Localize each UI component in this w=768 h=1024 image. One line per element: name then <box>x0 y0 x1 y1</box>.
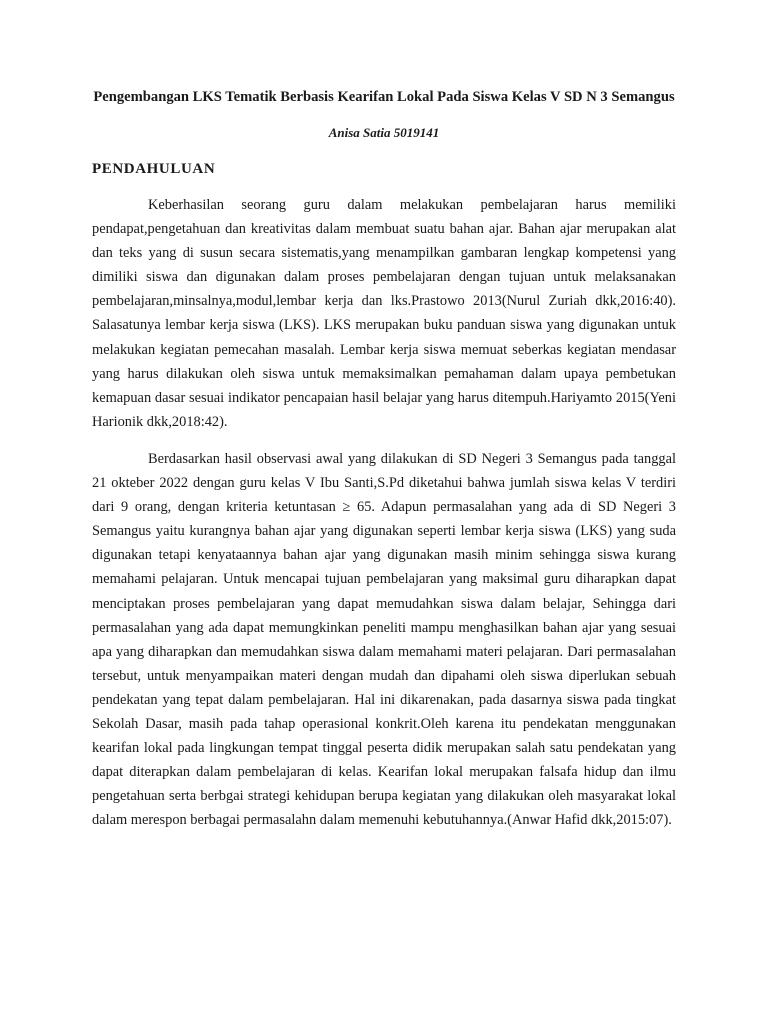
document-body <box>92 84 676 832</box>
paper-title: Pengembangan LKS Tematik Berbasis Kearifan Lokal Pada Siswa Kelas V SD N 3 Semangus <box>93 89 675 105</box>
section-heading: PENDAHULUAN <box>92 161 216 177</box>
author-line: Anisa Satia 5019141 <box>328 125 440 140</box>
paragraph-1: Keberhasilan seorang guru dalam melakukan pembelajaran harus memiliki pendapat,pengetahuan dan kreativitas dalam membuat suatu bahan ajar. Bahan ajar merupakan alat dan teks yang di susun secara sistematis,yang menampilkan gambaran lengkap kompetensi yang dimiliki siswa dan digunakan dalam proses pembelajaran dengan tujuan untuk melaksanakan pembelajaran,minsalnya,modul,lembar kerja dan lks.Prastowo 2013(Nurul Zuriah dkk,2016:40). Salasatunya lembar kerja siswa (LKS). LKS merupakan buku panduan siswa yang digunakan untuk melakukan kegiatan pemecahan masalah. Lembar kerja siswa memuat seberkas kegiatan mendasar yang harus dilakukan oleh siswa untuk memaksimalkan pemahaman dalam upaya pembetukan kemapuan dasar sesuai indikator pencapaian hasil belajar yang harus ditempuh.Hariyamto 2015(Yeni Harionik dkk,2018:42). <box>92 197 676 430</box>
paragraph-2: Berdasarkan hasil observasi awal yang dilakukan di SD Negeri 3 Semangus pada tanggal 21 okteber 2022 dengan guru kelas V Ibu Santi,S.Pd diketahui bahwa jumlah siswa kelas V terdiri dari 9 orang, dengan kriteria ketuntasan ≥ 65. Adapun permasalahan yang ada di SD Negeri 3 Semangus yaitu kurangnya bahan ajar yang digunakan seperti lembar kerja siswa (LKS) yang suda digunakan tetapi kenyataannya bahan ajar yang digunakan masih minim sehingga siswa kurang memahami pelajaran. Untuk mencapai tujuan pembelajaran yang maksimal guru diharapkan dapat menciptakan proses pembelajaran yang dapat memudahkan siswa dalam belajar, Sehingga dari permasalahan yang ada dapat memungkinkan peneliti mampu menghasilkan bahan ajar yang sesuai apa yang diharapkan dan memudahkan siswa dalam memahami materi pelajaran. Dari permasalahan tersebut, untuk menyampaikan materi dengan mudah dan dipahami oleh siswa diperlukan sebuah pendekatan yang tepat dalam pembelajaran. Hal ini dikarenakan, pada dasarnya siswa pada tingkat Sekolah Dasar, masih pada tahap operasional konkrit.Oleh karena itu pendekatan menggunakan kearifan lokal pada lingkungan tempat tinggal peserta didik merupakan salah satu pendekatan yang dapat diterapkan dalam pembelajaran di kelas. Kearifan lokal merupakan falsafa hidup dan ilmu pengetahuan serta berbgai strategi kehidupan berupa kegiatan yang dilakukan oleh masyarakat lokal dalam merespon berbagai permasalahn dalam memenuhi kebutuhannya.(Anwar Hafid dkk,2015:07). <box>92 450 676 829</box>
